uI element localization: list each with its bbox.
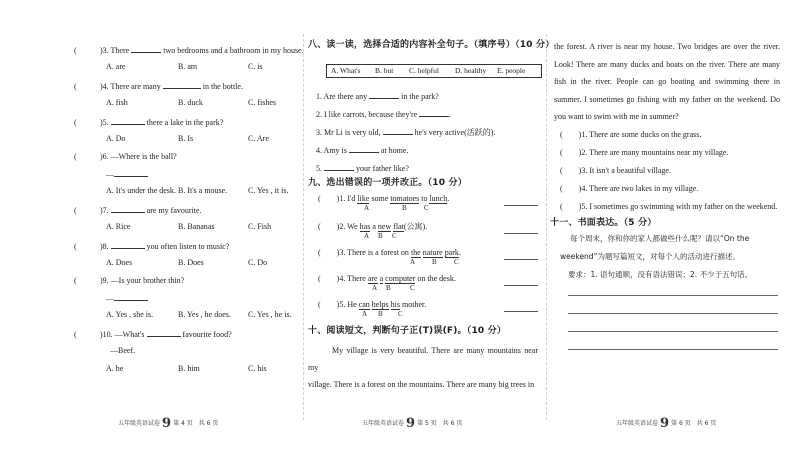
column-divider [546, 34, 547, 420]
writing-requirements: 要求：1. 语句通顺，没有语法错误；2. 不少于五句话。 [568, 270, 753, 279]
word-bank: A. What's B. but C. helpful D. healthy E. people [326, 64, 542, 78]
reply-9: — [106, 292, 148, 304]
tf-statement-2: ( )2. There are many mountains near my village. [560, 148, 729, 157]
answer-blank[interactable] [349, 144, 379, 153]
error-item-4: ( )4. There are a computer on the desk. [318, 274, 456, 283]
error-label-a: A [364, 204, 370, 212]
column-1: ( )3. There two bedrooms and a bathroom in my house. A. are B. am C. is ( )4. There are many in the bottle. A. fish B. duck C. fishes ( )5. there a lake in the park? A. Do B. Is C. Are ( )6. —Where is the ball? — A. It's under the desk. B. It's a mouse. C. Yes , it is. ( )7. are my favourite. A. Rice B. Bananas C. Fish ( )8. you often listen to music? A. Does B. Does C. Do ( )9. —Is your brother thin? — A. Yes , she is. B. Yes , he does. C. Yes , he is. ( )10. —What's favourite food? —Beef. A. he B. him C. his 五年级英语试卷 9 第 4 页 共 6 页 [74, 46, 304, 431]
answer-blank[interactable] [111, 116, 145, 125]
error-label-b: B [402, 204, 407, 212]
column-2 [306, 36, 555, 431]
section-11-title: 十一、书面表达。（5 分） [550, 218, 657, 228]
column-3 [550, 36, 782, 431]
reply-6: — [106, 168, 148, 180]
answer-blank[interactable] [111, 240, 145, 249]
answer-blank[interactable] [163, 80, 201, 89]
writing-prompt-line-1: 每个周末，你和你的家人都做些什么呢？请以“On the [570, 234, 750, 243]
error-label-a: A [372, 284, 378, 292]
writing-prompt-line-2: weekend”为题写篇短文，对每个人的活动进行描述。 [560, 252, 740, 261]
error-label-b: B [386, 284, 391, 292]
correction-line[interactable] [504, 310, 538, 312]
page-footer-6: 五年级英语试卷 9 第 6 页 共 6 页 [616, 416, 717, 431]
error-label-c: C [392, 232, 397, 240]
answer-blank[interactable] [324, 162, 354, 171]
page-footer-4: 五年级英语试卷 9 第 4 页 共 6 页 [118, 416, 219, 431]
reading-passage-part-1: My village is very beautiful. There are many mountains near my village. There is a forest on the mountains. There are many big trees in [308, 346, 538, 389]
page-footer-5: 五年级英语试卷 9 第 5 页 共 6 页 [362, 416, 463, 431]
error-label-c: C [424, 204, 429, 212]
question-4: ( )4. There are many in the bottle. [74, 82, 243, 91]
column-divider [303, 34, 304, 420]
writing-line[interactable] [568, 330, 778, 332]
reply-10: —Beef. [110, 346, 136, 355]
question-3: ( )3. There two bedrooms and a bathroom in my house. [74, 46, 304, 55]
answer-blank[interactable] [114, 168, 148, 177]
error-item-2: ( )2. We has a new flat(公寓). [318, 222, 428, 231]
error-item-3: ( )3. There is a forest on the nature park. [318, 248, 461, 257]
fill-sentence-3: 3. Mr Li is very old, he's very active(活跃的). [316, 128, 496, 137]
error-label-b: B [378, 232, 383, 240]
fill-sentence-1: 1. Are there any in the park? [316, 92, 439, 101]
error-label-a: A [362, 310, 368, 318]
fill-sentence-5: 5. your father like? [316, 164, 409, 173]
tf-statement-1: ( )1. There are some ducks on the grass. [560, 130, 702, 139]
answer-blank[interactable] [111, 204, 145, 213]
answer-blank[interactable] [383, 126, 413, 135]
writing-line[interactable] [568, 312, 778, 314]
section-9-title: 九、选出错误的一项并改正。（10 分） [308, 178, 467, 188]
error-label-c: C [410, 284, 415, 292]
error-label-c: C [454, 258, 459, 266]
answer-blank[interactable] [131, 44, 161, 53]
section-10-title: 十、阅读短文，判断句子正(T)误(F)。（10 分） [308, 326, 507, 336]
error-label-c: C [398, 310, 403, 318]
tf-statement-4: ( )4. There are two lakes in my village. [560, 184, 699, 193]
question-8: ( )8. you often listen to music? [74, 242, 230, 251]
answer-blank[interactable] [369, 90, 399, 99]
section-8-title: 八、读一读，选择合适的内容补全句子。（填序号）（10 分） [308, 40, 555, 50]
fill-sentence-4: 4. Amy is at home. [316, 146, 409, 155]
error-item-5: ( )5. He can helps his mother. [318, 300, 427, 309]
error-item-1: ( )1. I'd like some tomatoes to lunch. [318, 194, 450, 203]
question-7: ( )7. are my favourite. [74, 206, 202, 215]
correction-line[interactable] [504, 204, 538, 206]
correction-line[interactable] [504, 284, 538, 286]
question-6: ( )6. —Where is the ball? [74, 152, 177, 161]
correction-line[interactable] [504, 232, 538, 234]
error-label-b: B [378, 310, 383, 318]
question-9: ( )9. —Is your brother thin? [74, 276, 185, 285]
error-label-a: A [364, 232, 370, 240]
writing-line[interactable] [568, 348, 778, 350]
reading-passage-part-2: the forest. A river is near my house. Two bridges are over the river. Look! There are many ducks and boats on the river. There are many fish in the river. People can go boating and swimming there in summer. I sometimes go fishing with my father on the weekend. Do you want to swim with me in summer? [554, 42, 780, 121]
tf-statement-3: ( )3. It isn't a beautiful village. [560, 166, 671, 175]
tf-statement-5: ( )5. I sometimes go swimming with my father on the weekend. [560, 202, 778, 211]
answer-blank[interactable] [147, 328, 181, 337]
error-label-b: B [432, 258, 437, 266]
answer-blank[interactable] [114, 292, 148, 301]
correction-line[interactable] [504, 258, 538, 260]
fill-sentence-2: 2. I like carrots, because they're . [316, 110, 452, 119]
question-5: ( )5. there a lake in the park? [74, 118, 224, 127]
writing-line[interactable] [568, 294, 778, 296]
error-label-a: A [410, 258, 416, 266]
question-10: ( )10. —What's favourite food? [74, 330, 232, 339]
answer-blank[interactable] [419, 108, 449, 117]
